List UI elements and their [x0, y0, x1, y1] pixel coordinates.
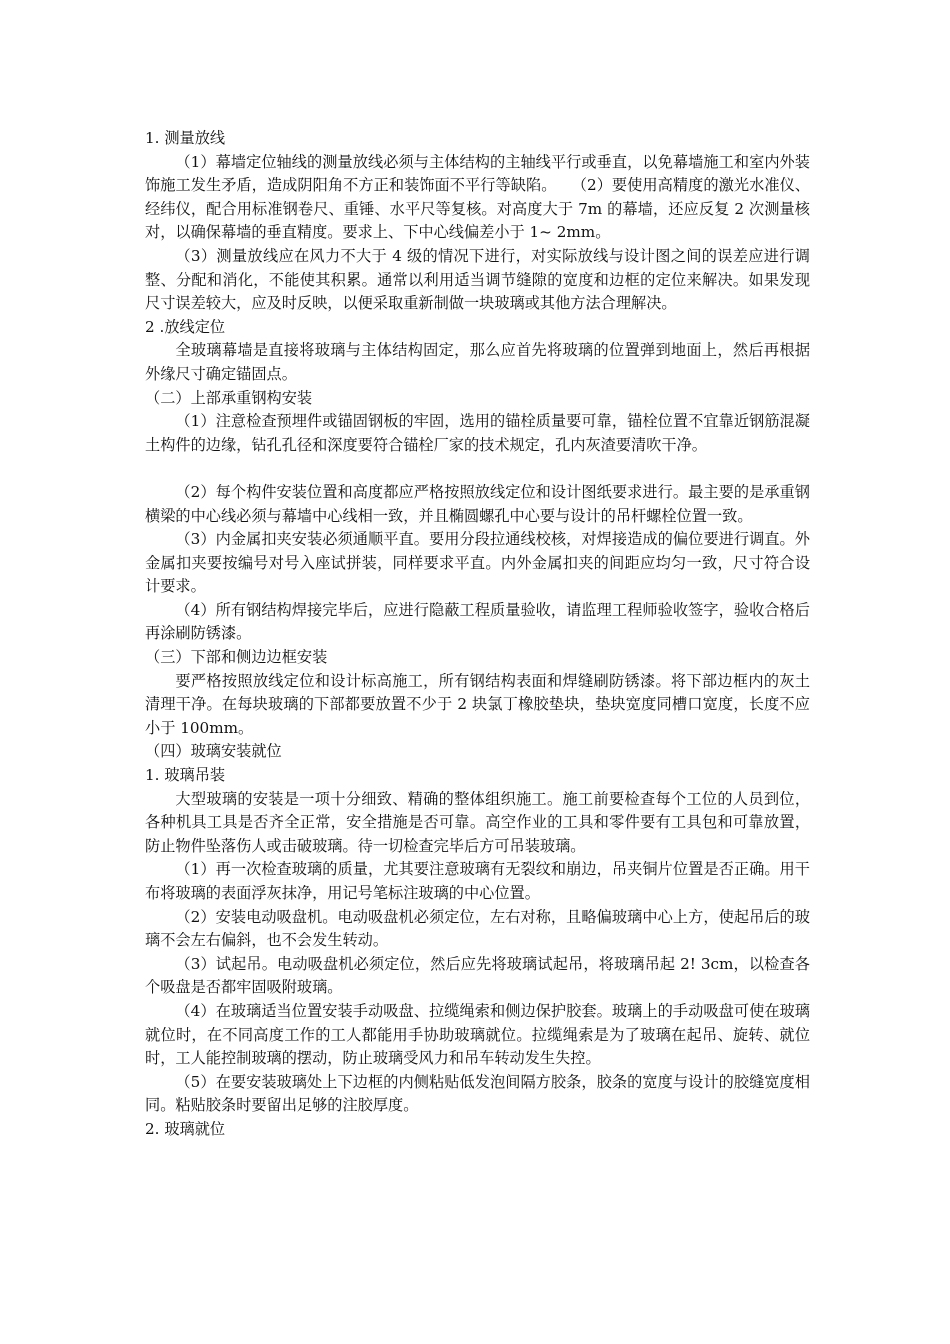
paragraph-measurement-3: （3）测量放线应在风力不大于 4 级的情况下进行，对实际放线与设计图之间的误差应进行调整、分配和消化，不能使其积累。通常以利用适当调节缝隙的宽度和边框的定位来解决。如果发现尺寸误差较大，应及时反映，以便采取重新制做一块玻璃或其他方法合理解决。: [145, 246, 810, 313]
paragraph-glass-lifting-1: （1）再一次检查玻璃的质量，尤其要注意玻璃有无裂纹和崩边，吊夹铜片位置是否正确。用干布将玻璃的表面浮灰抹净，用记号笔标注玻璃的中心位置。: [145, 860, 810, 902]
section-heading-positioning: 2 .放线定位: [145, 317, 226, 336]
paragraph-glass-lifting-intro: 大型玻璃的安装是一项十分细致、精确的整体组织施工。施工前要检查每个工位的人员到位，各种机具工具是否齐全正常，安全措施是否可靠。高空作业的工具和零件要有工具包和可靠放置，防止物件坠落伤人或击破玻璃。待一切检查完毕后方可吊装玻璃。: [145, 789, 810, 855]
paragraph-measurement-1-2: （1）幕墙定位轴线的测量放线必须与主体结构的主轴线平行或垂直，以免幕墙施工和室内外装饰施工发生矛盾，造成阴阳角不方正和装饰面不平行等缺陷。 （2）要使用高精度的激光水准仪、经纬仪，配合用标准钢卷尺、重锤、水平尺等复核。对高度大于 7m 的幕墙，还应反复 2 次测量核对，以确保幕墙的垂直精度。要求上、下中心线偏差小于 1~ 2mm。: [145, 152, 810, 242]
subsection-heading-glass-positioning: 2. 玻璃就位: [145, 1119, 226, 1138]
paragraph-upper-steel-3: （3）内金属扣夹安装必须通顺平直。要用分段拉通线校核，对焊接造成的偏位要进行调直。外金属扣夹要按编号对号入座试拼装，同样要求平直。内外金属扣夹的间距应均匀一致，尺寸符合设计要求。: [145, 530, 810, 596]
paragraph-glass-lifting-4: （4）在玻璃适当位置安装手动吸盘、拉缆绳索和侧边保护胶套。玻璃上的手动吸盘可使在玻璃就位时，在不同高度工作的工人都能用手协助玻璃就位。拉缆绳索是为了玻璃在起吊、旋转、就位时，工人能控制玻璃的摆动，防止玻璃受风力和吊车转动发生失控。: [145, 1001, 810, 1068]
paragraph-glass-lifting-2: （2）安装电动吸盘机。电动吸盘机必须定位，左右对称，且略偏玻璃中心上方，使起吊后的玻璃不会左右偏斜，也不会发生转动。: [145, 907, 810, 950]
section-heading-glass-install: （四）玻璃安装就位: [145, 742, 282, 761]
paragraph-glass-lifting-5: （5）在要安装玻璃处上下边框的内侧粘贴低发泡间隔方胶条，胶条的宽度与设计的胶缝宽度相同。粘贴胶条时要留出足够的注胶厚度。: [145, 1072, 810, 1115]
paragraph-upper-steel-1: （1）注意检查预埋件或锚固钢板的牢固，选用的锚栓质量要可靠，锚栓位置不宜靠近钢筋混凝土构件的边缘，钻孔孔径和深度要符合锚栓厂家的技术规定，孔内灰渣要清吹干净。: [145, 412, 810, 454]
section-heading-lower-frame: （三）下部和侧边边框安装: [145, 648, 328, 667]
paragraph-lower-frame: 要严格按照放线定位和设计标高施工，所有钢结构表面和焊缝刷防锈漆。将下部边框内的灰土清理干净。在每块玻璃的下部都要放置不少于 2 块氯丁橡胶垫块，垫块宽度同槽口宽度，长度不应小于 100mm。: [145, 671, 810, 737]
paragraph-upper-steel-4: （4）所有钢结构焊接完毕后，应进行隐蔽工程质量验收，请监理工程师验收签字，验收合格后再涂刷防锈漆。: [145, 600, 810, 643]
subsection-heading-glass-lifting: 1. 玻璃吊装: [145, 766, 226, 785]
document-page: [145, 127, 810, 1142]
paragraph-positioning: 全玻璃幕墙是直接将玻璃与主体结构固定，那么应首先将玻璃的位置弹到地面上，然后再根据外缘尺寸确定锚固点。: [145, 341, 810, 383]
section-heading-upper-steel: （二）上部承重钢构安装: [145, 388, 313, 407]
blank-line: [145, 457, 810, 481]
paragraph-glass-lifting-3: （3）试起吊。电动吸盘机必须定位，然后应先将玻璃试起吊，将玻璃吊起 2! 3cm，以检查各个吸盘是否都牢固吸附玻璃。: [145, 954, 810, 997]
paragraph-upper-steel-2: （2）每个构件安装位置和高度都应严格按照放线定位和设计图纸要求进行。最主要的是承重钢横梁的中心线必须与幕墙中心线相一致，并且椭圆螺孔中心要与设计的吊杆螺栓位置一致。: [145, 482, 810, 525]
section-heading-measurement: 1. 测量放线: [145, 129, 226, 147]
